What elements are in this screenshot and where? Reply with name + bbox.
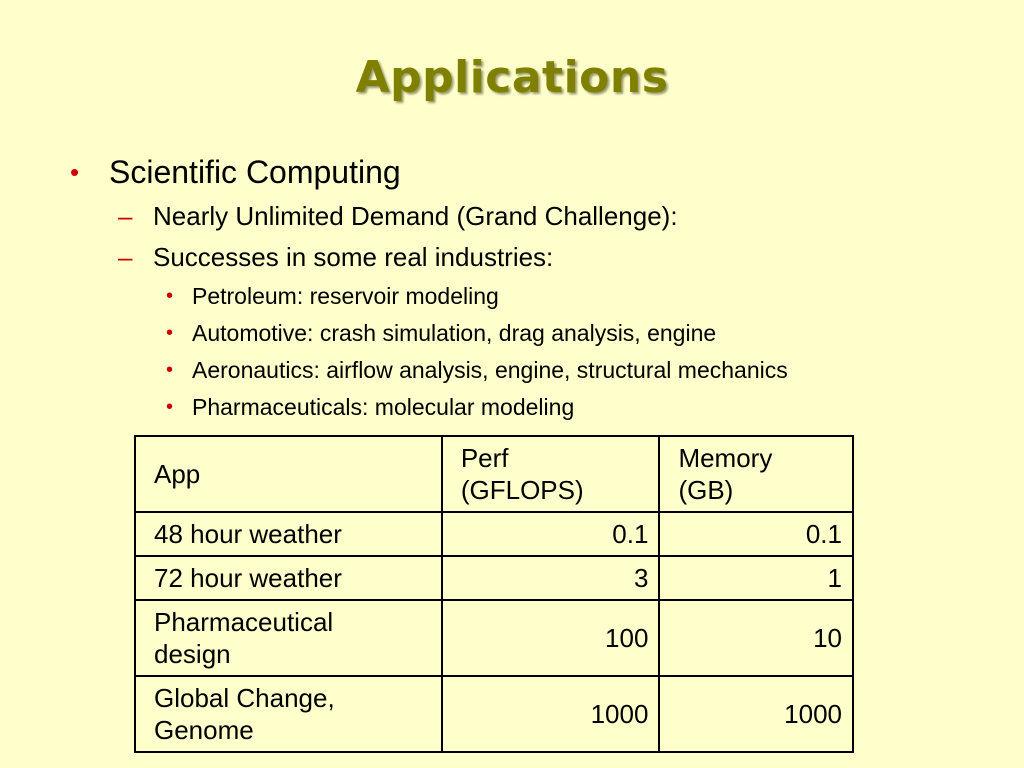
cell-app-line1: Global Change, <box>154 683 335 713</box>
cell-app-line1: Pharmaceutical <box>154 607 334 637</box>
sub-bullet-label: Successes in some real industries: <box>153 242 554 272</box>
industry-label: Automotive: crash simulation, drag analysis, engine <box>192 320 717 346</box>
cell-memory: 1000 <box>659 676 853 752</box>
header-memory-line1: Memory <box>678 443 773 473</box>
cell-memory: 1 <box>659 556 853 600</box>
bullet-dot-icon: • <box>70 157 80 187</box>
industry-label: Petroleum: reservoir modeling <box>192 283 499 309</box>
industry-label: Pharmaceuticals: molecular modeling <box>192 394 575 420</box>
table-header-row <box>135 436 853 512</box>
bullet-dot-icon: • <box>166 396 174 418</box>
industry-label: Aeronautics: airflow analysis, engine, structural mechanics <box>192 357 788 383</box>
table-row <box>135 556 853 600</box>
cell-app-line2: design <box>154 639 231 669</box>
cell-app <box>135 600 442 676</box>
cell-perf: 1000 <box>442 676 660 752</box>
cell-app-line2: Genome <box>154 715 254 745</box>
bullet-dot-icon: • <box>166 285 174 307</box>
header-perf-line1: Perf <box>460 443 509 473</box>
bullet-label: Scientific Computing <box>109 154 401 190</box>
dash-icon: – <box>118 201 133 231</box>
cell-memory: 10 <box>659 600 853 676</box>
bullet-dot-icon: • <box>166 322 174 344</box>
cell-app <box>135 676 442 752</box>
table-row <box>135 676 853 752</box>
cell-memory: 0.1 <box>659 512 853 556</box>
header-memory <box>659 436 853 512</box>
cell-perf: 3 <box>442 556 660 600</box>
header-perf-line2: (GFLOPS) <box>460 475 584 505</box>
header-perf <box>442 436 660 512</box>
header-memory-line2: (GB) <box>678 475 734 505</box>
slide-title: Applications <box>355 52 669 103</box>
cell-perf: 0.1 <box>442 512 660 556</box>
cell-perf: 100 <box>442 600 660 676</box>
bullet-dot-icon: • <box>166 359 174 381</box>
header-app: App <box>135 436 442 512</box>
applications-table <box>134 435 854 753</box>
dash-icon: – <box>118 242 133 272</box>
table-row <box>135 512 853 556</box>
cell-app: 72 hour weather <box>135 556 442 600</box>
table-row <box>135 600 853 676</box>
sub-bullet-label: Nearly Unlimited Demand (Grand Challenge): <box>153 201 678 231</box>
cell-app: 48 hour weather <box>135 512 442 556</box>
